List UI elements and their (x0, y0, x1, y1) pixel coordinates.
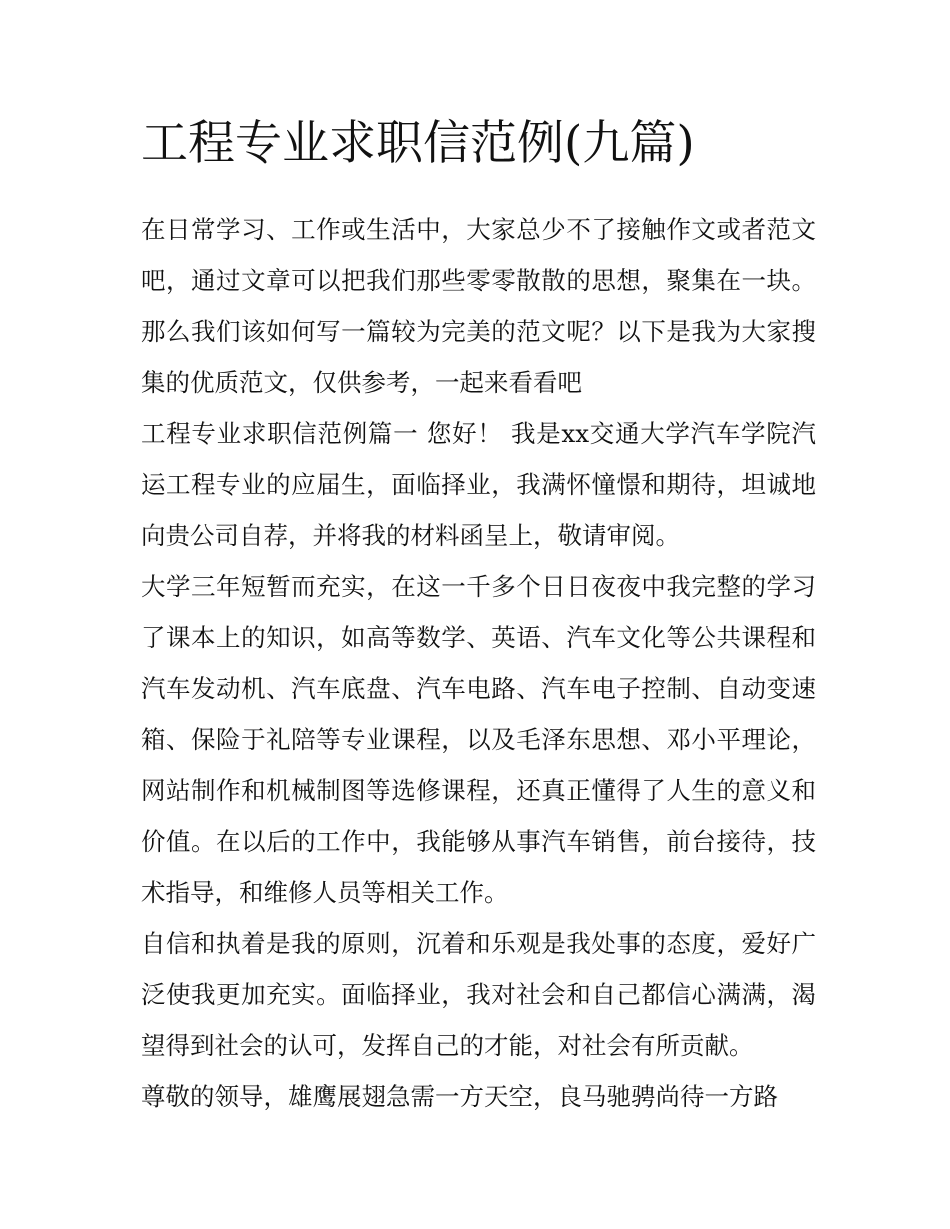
paragraph-intro: 在日常学习、工作或生活中，大家总少不了接触作文或者范文吧，通过文章可以把我们那些零零散散的思想，聚集在一块。那么我们该如何写一篇较为完美的范文呢？以下是我为大家搜集的优质范文，仅供参考，一起来看看吧 (141, 215, 816, 397)
paragraph-education: 大学三年短暂而充实，在这一千多个日日夜夜中我完整的学习了课本上的知识，如高等数学、英语、汽车文化等公共课程和汽车发动机、汽车底盘、汽车电路、汽车电子控制、自动变速箱、保险于礼陪等专业课程，以及毛泽东思想、邓小平理论，网站制作和机械制图等选修课程，还真正懂得了人生的意义和价值。在以后的工作中，我能够从事汽车销售，前台接待，技术指导，和维修人员等相关工作。 (141, 572, 816, 907)
paragraph-closing: 尊敬的领导，雄鹰展翅急需一方天空，良马驰骋尚待一方路 (141, 1082, 778, 1111)
paragraph-greeting: 工程专业求职信范例篇一 您好！ 我是xx交通大学汽车学院汽运工程专业的应届生，面临择业，我满怀憧憬和期待，坦诚地向贵公司自荐，并将我的材料函呈上，敬请审阅。 (141, 419, 816, 550)
document-page (141, 112, 816, 1122)
document-title: 工程专业求职信范例(九篇) (141, 116, 695, 171)
paragraph-personality: 自信和执着是我的原则，沉着和乐观是我处事的态度，爱好广泛使我更加充实。面临择业，我对社会和自己都信心满满，渴望得到社会的认可，发挥自己的才能，对社会有所贡献。 (141, 929, 816, 1060)
